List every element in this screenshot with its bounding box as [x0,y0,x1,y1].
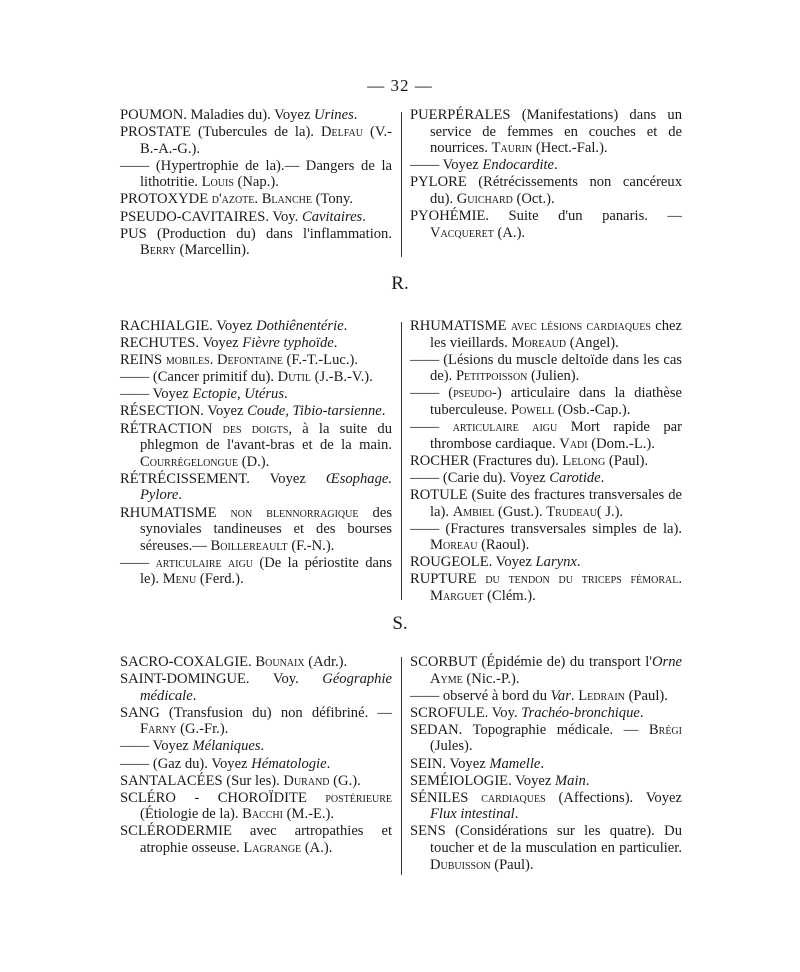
section-s-right-column [410,654,682,874]
index-entry: —— articulaire aigu (De la périostite dans le). Menu (Ferd.). [120,554,393,588]
index-entry: RHUMATISME non blennorragique des synoviales tandineuses et des bourses séreuses.— Boillereault (F.-N.). [120,504,392,554]
index-entry: SCROFULE. Voy. Trachéo-bronchique. [410,704,644,721]
index-entry: PUERPÉRALES (Manifestations) dans un service de femmes en couches et de nourrices. Taurin (Hect.-Fal.). [410,107,682,157]
index-entry: —— Voyez Ectopie, Utérus. [120,386,288,403]
index-entry: —— (Hypertrophie de la).— Dangers de la lithotritie. Louis (Nap.). [120,157,392,191]
section-s-left-column [120,654,392,857]
index-entry: POUMON. Maladies du). Voyez Urines. [120,107,358,123]
index-entry: RHUMATISME avec lésions cardiaques chez les vieillards. Moreaud (Angel). [410,318,682,351]
column-rule [401,112,402,257]
index-entry: SCLÉRODERMIE avec artropathies et atrophie osseuse. Lagrange (A.). [120,823,392,857]
index-entry: SEIN. Voyez Mamelle. [410,755,545,772]
index-entry: SANG (Transfusion du) non défibriné. — Farny (G.-Fr.). [120,704,392,738]
index-entry: —— (Gaz du). Voyez Hématologie. [120,755,331,772]
index-entry: PUS (Production du) dans l'inflammation. Berry (Marcellin). [120,225,392,259]
index-entry: SAINT-DOMINGUE. Voy. Géographie médicale. [120,671,392,704]
index-entry: RÉTRÉCISSEMENT. Voyez Œsophage. Pylore. [120,470,392,504]
index-entry: RÉTRACTION des doigts, à la suite du phlegmon de l'avant-bras et de la main. Courrégelongue (D.). [120,420,392,470]
index-entry: SENS (Considérations sur les quatre). Du toucher et de la musculation en particulier. Dubuisson (Paul). [410,823,682,873]
index-entry: —— observé à bord du Var. Ledrain (Paul). [410,687,668,704]
index-entry: RACHIALGIE. Voyez Dothiênentérie. [120,318,348,334]
section-p-right-column [410,107,682,242]
page-number: — 32 — [367,76,433,95]
index-entry: ROTULE (Suite des fractures transversales de la). Ambiel (Gust.). Trudeau( J.). [410,486,682,520]
index-entry: SCORBUT (Épidémie de) du transport l'Orne Ayme (Nic.-P.). [410,654,682,687]
index-entry: —— (Fractures transversales simples de la). Moreau (Raoul). [410,520,682,554]
index-entry: SÉNILES cardiaques (Affections). Voyez Flux intestinal. [410,789,682,823]
index-entry: —— (Cancer primitif du). Dutil (J.-B.-V.). [120,369,373,386]
index-entry: —— (Lésions du muscle deltoïde dans les cas de). Petitpoisson (Julien). [410,351,682,385]
index-entry: PSEUDO-CAVITAIRES. Voy. Cavitaires. [120,208,366,225]
index-entry: SANTALACÉES (Sur les). Durand (G.). [120,772,361,789]
index-entry: PROSTATE (Tubercules de la). Delfau (V.-B.-A.-G.). [120,124,392,157]
index-entry: SACRO-COXALGIE. Bounaix (Adr.). [120,654,348,670]
index-entry: —— (pseudo-) articulaire dans la diathèse tuberculeuse. Powell (Osb.-Cap.). [410,385,682,418]
index-entry: PROTOXYDE d'azote. Blanche (Tony. [120,191,353,208]
index-entry: PYLORE (Rétrécissements non cancéreux du). Guichard (Oct.). [410,174,682,207]
index-entry: PYOHÉMIE. Suite d'un panaris. — Vacqueret (A.). [410,208,682,241]
column-rule [401,657,402,875]
index-entry: —— articulaire aigu Mort rapide par thrombose cardiaque. Vadi (Dom.-L.). [410,419,682,452]
index-entry: SCLÉRO - CHOROÏDITE postérieure (Étiologie de la). Bacchi (M.-E.). [120,789,392,823]
index-entry: —— Voyez Endocardite. [410,157,558,174]
column-rule [401,322,402,600]
index-entry: —— (Carie du). Voyez Carotide. [410,469,605,486]
section-letter-r: R. [391,273,409,294]
index-entry: RUPTURE du tendon du triceps fémoral. Marguet (Clém.). [410,571,682,604]
index-entry: —— Voyez Mélaniques. [120,738,265,755]
index-entry: ROUGEOLE. Voyez Larynx. [410,554,581,571]
index-entry: RÉSECTION. Voyez Coude, Tibio-tarsienne. [120,403,386,420]
section-r-right-column [410,318,682,605]
index-entry: SEDAN. Topographie médicale. — Brégi (Jules). [410,721,682,755]
index-entry: REINS mobiles. Defontaine (F.-T.-Luc.). [120,352,359,369]
section-p-left-column [120,107,392,259]
index-entry: ROCHER (Fractures du). Lelong (Paul). [410,452,649,469]
index-entry: SEMÉIOLOGIE. Voyez Main. [410,772,590,789]
section-letter-s: S. [392,613,408,634]
index-entry: RECHUTES. Voyez Fièvre typhoïde. [120,335,338,352]
section-r-left-column [120,318,392,589]
